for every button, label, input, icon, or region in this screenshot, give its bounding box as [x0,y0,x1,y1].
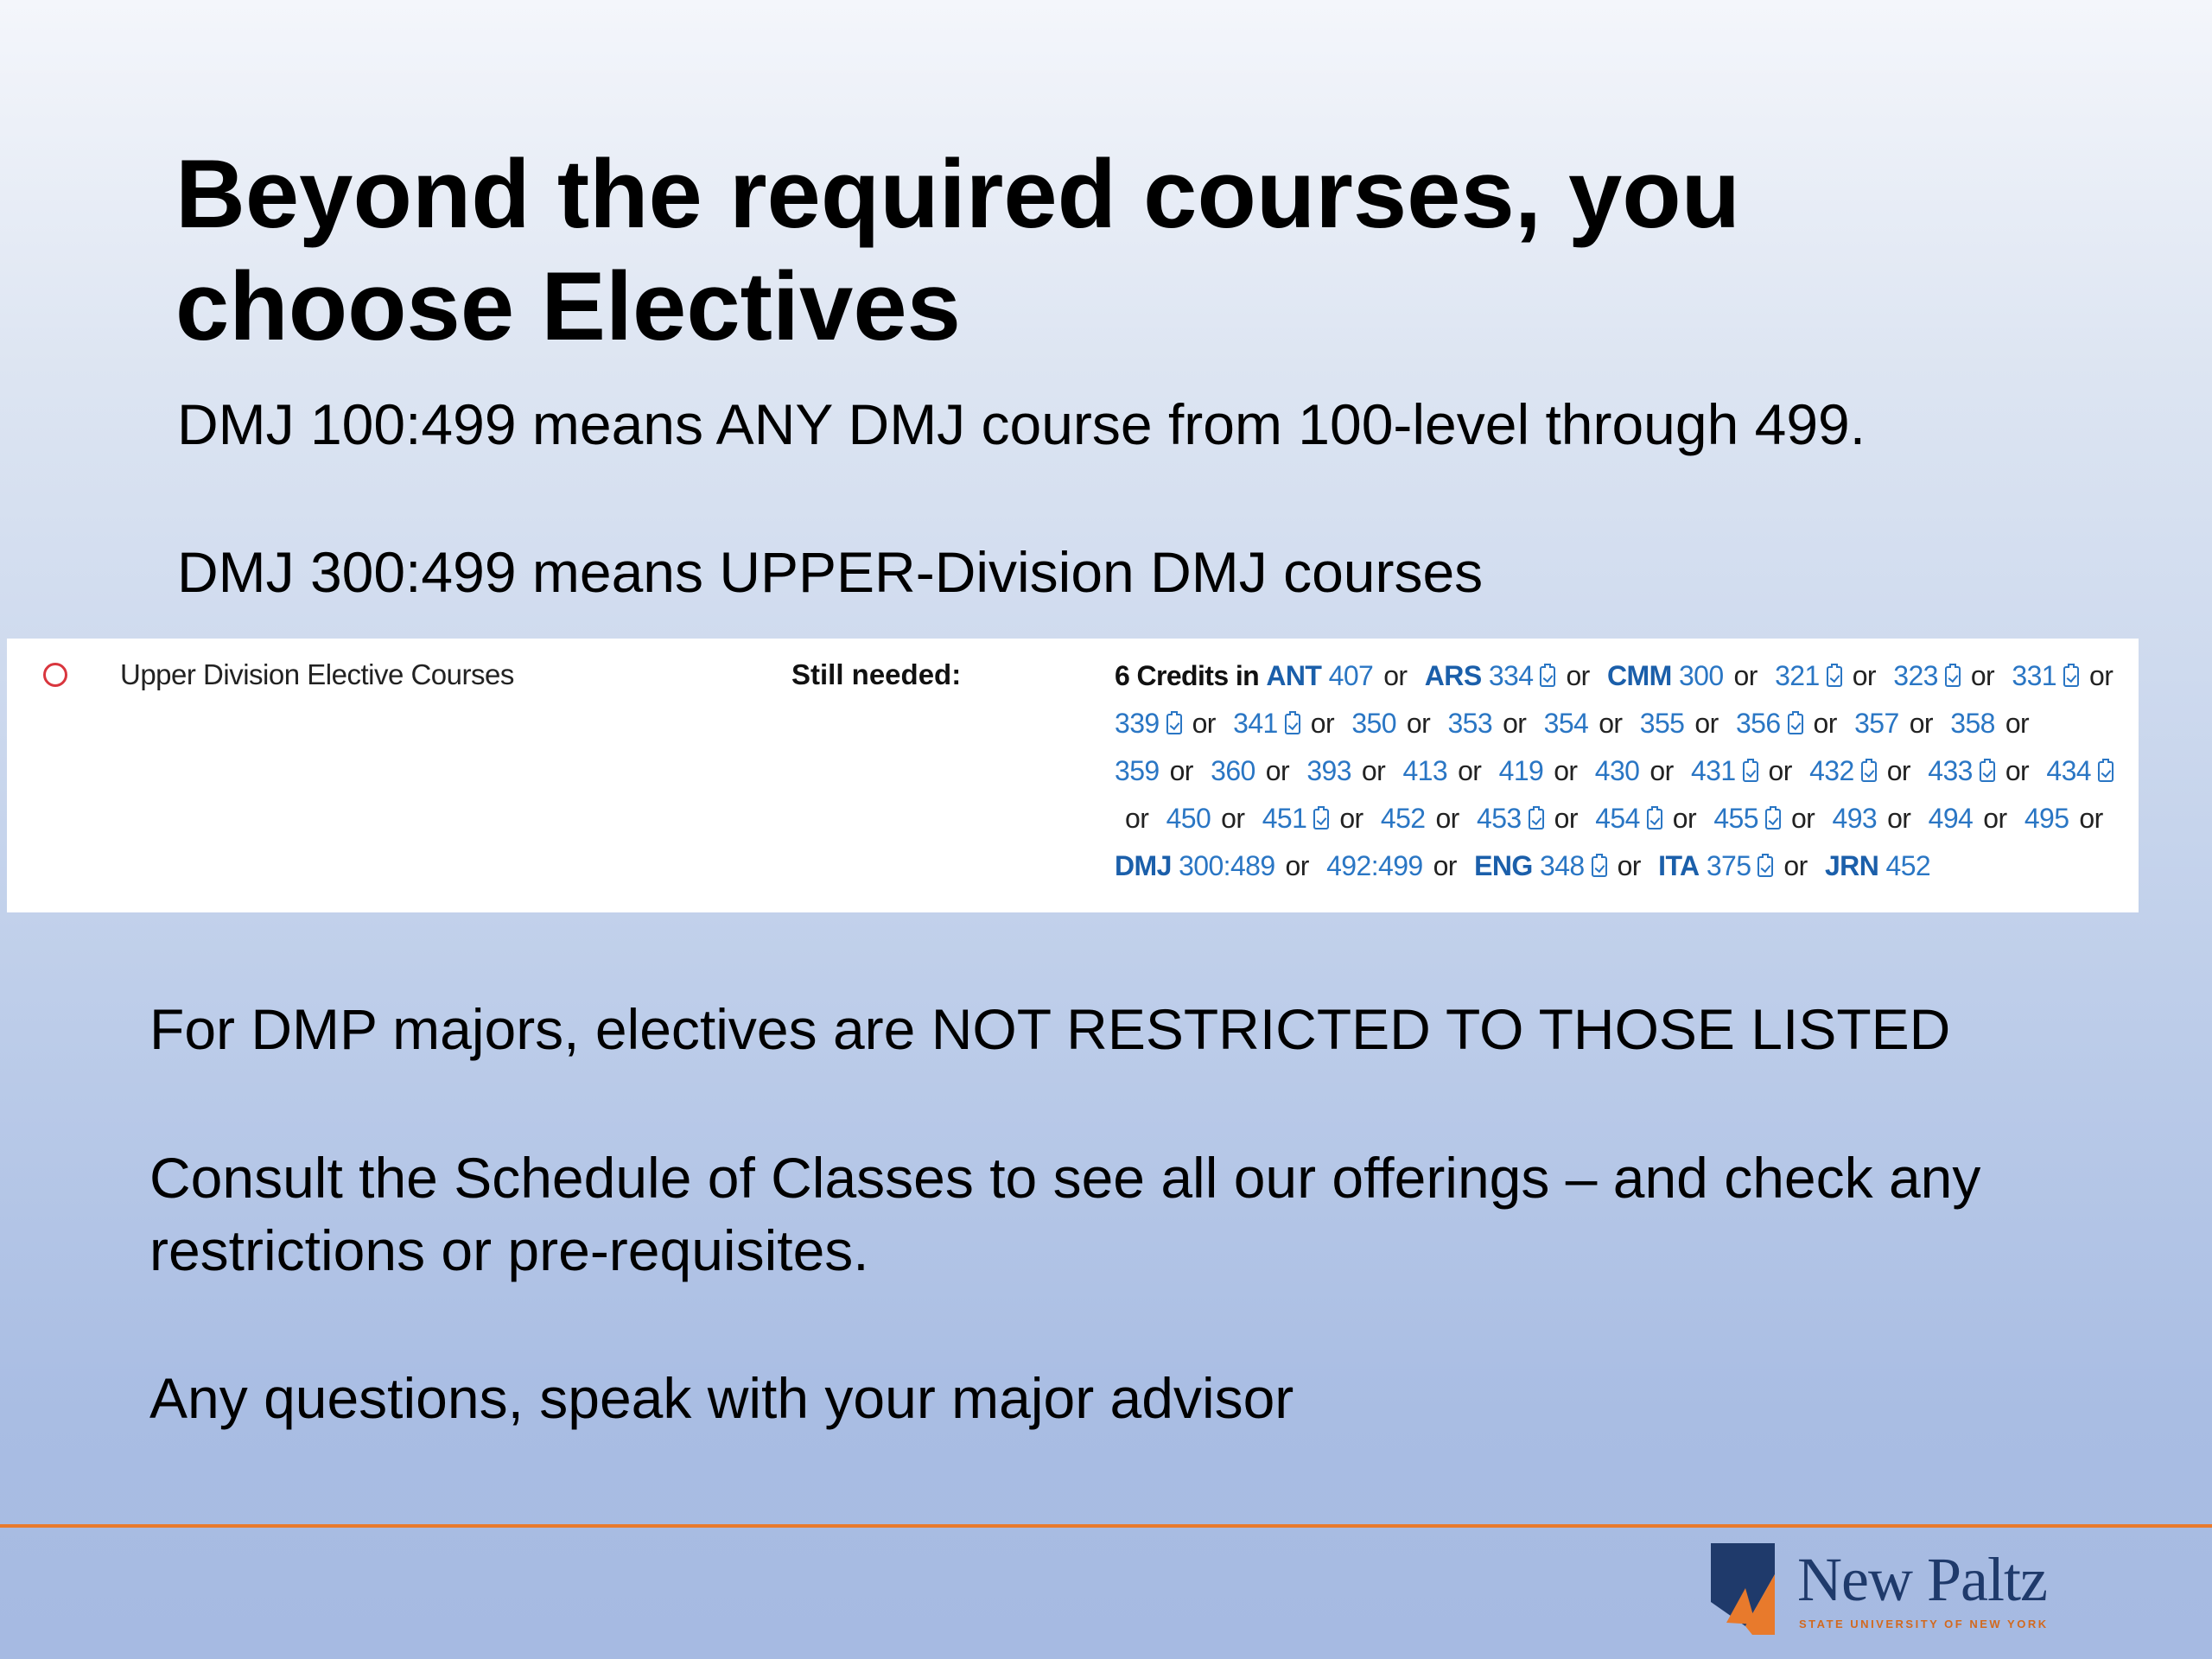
or-separator: or [1970,660,1995,691]
or-separator: or [2089,660,2113,691]
or-separator: or [1617,850,1641,881]
or-separator: or [2005,708,2030,739]
course-number-link[interactable]: 455 [1713,803,1758,834]
or-separator: or [1694,708,1719,739]
course-number-link[interactable]: 393 [1306,755,1351,786]
course-number-link[interactable]: 334 [1488,660,1534,691]
degree-audit-requirement-panel [7,639,2139,912]
or-separator: or [2005,755,2030,786]
dmp-majors-note: For DMP majors, electives are NOT RESTRICTED TO THOSE LISTED [149,997,1951,1061]
or-separator: or [1221,803,1245,834]
or-separator: or [1265,755,1290,786]
or-separator: or [1554,755,1578,786]
or-separator: or [1909,708,1933,739]
or-separator: or [1852,660,1876,691]
or-separator: or [1733,660,1758,691]
clipboard-check-icon[interactable] [1980,761,1995,782]
logo-subtitle: STATE UNIVERSITY OF NEW YORK [1799,1618,2049,1630]
course-number-link[interactable]: 494 [1928,803,1974,834]
clipboard-check-icon[interactable] [1827,666,1842,687]
or-separator: or [2079,803,2103,834]
or-separator: or [1285,850,1309,881]
or-separator: or [1768,755,1792,786]
clipboard-check-icon[interactable] [1166,714,1182,734]
or-separator: or [1383,660,1408,691]
course-subject-link[interactable]: ITA [1658,850,1700,881]
course-number-link[interactable]: 300:489 [1179,850,1275,881]
or-separator: or [1649,755,1674,786]
or-separator: or [1339,803,1363,834]
or-separator: or [1503,708,1527,739]
or-separator: or [1887,803,1911,834]
course-number-link[interactable]: 350 [1351,708,1396,739]
course-number-link[interactable]: 323 [1893,660,1938,691]
course-number-link[interactable]: 431 [1690,755,1736,786]
or-separator: or [1361,755,1386,786]
clipboard-check-icon[interactable] [1743,761,1758,782]
course-number-link[interactable]: 454 [1595,803,1640,834]
course-number-link[interactable]: 354 [1543,708,1589,739]
course-number-link[interactable]: 452 [1885,850,1931,881]
course-number-link[interactable]: 331 [2012,660,2056,691]
or-separator: or [1790,803,1815,834]
clipboard-check-icon[interactable] [1861,761,1877,782]
dmj-100-499-explanation: DMJ 100:499 means ANY DMJ course from 100-level through 499. [177,392,1866,456]
footer-rule [0,1524,2212,1528]
course-number-link[interactable]: 356 [1735,708,1781,739]
clipboard-check-icon[interactable] [1765,809,1781,830]
course-number-link[interactable]: 353 [1447,708,1493,739]
or-separator: or [1783,850,1808,881]
clipboard-check-icon[interactable] [1313,809,1329,830]
course-number-link[interactable]: 407 [1328,660,1374,691]
course-number-link[interactable]: 495 [2024,803,2069,834]
or-separator: or [1672,803,1697,834]
dmj-300-499-explanation: DMJ 300:499 means UPPER-Division DMJ courses [177,540,1484,604]
course-number-link[interactable]: 453 [1477,803,1522,834]
slide-title: Beyond the required courses, you choose Electives [175,140,1741,360]
course-number-link[interactable]: 451 [1262,803,1307,834]
new-paltz-logo [1711,1540,2091,1635]
course-number-link[interactable]: 359 [1115,755,1160,786]
course-options-list [1115,652,2126,890]
course-subject-link[interactable]: ARS [1424,660,1482,691]
course-number-link[interactable]: 493 [1832,803,1878,834]
clipboard-check-icon[interactable] [1540,666,1555,687]
course-number-link[interactable]: 452 [1380,803,1426,834]
clipboard-check-icon[interactable] [1945,666,1961,687]
clipboard-check-icon[interactable] [1592,856,1607,877]
or-separator: or [1813,708,1837,739]
course-subject-link[interactable]: JRN [1824,850,1879,881]
course-number-link[interactable]: 300 [1678,660,1724,691]
course-number-link[interactable]: 360 [1211,755,1255,786]
clipboard-check-icon[interactable] [2063,666,2079,687]
course-number-link[interactable]: 357 [1854,708,1899,739]
or-separator: or [1458,755,1482,786]
course-number-link[interactable]: 450 [1166,803,1211,834]
course-number-link[interactable]: 432 [1809,755,1854,786]
clipboard-check-icon[interactable] [1788,714,1803,734]
or-separator: or [1433,850,1457,881]
schedule-of-classes-note: Consult the Schedule of Classes to see all our offerings – and check any restrictions or pre-requisites. [149,1146,1981,1282]
or-separator: or [1192,708,1216,739]
course-number-link[interactable]: 430 [1594,755,1640,786]
advisor-note: Any questions, speak with your major advisor [149,1366,1294,1430]
or-separator: or [1169,755,1193,786]
course-subject-link[interactable]: CMM [1607,660,1672,691]
logo-name: New Paltz [1797,1545,2047,1614]
new-paltz-logo-mark-icon [1711,1540,1778,1635]
or-separator: or [1599,708,1623,739]
course-subject-link[interactable]: ANT [1266,660,1322,691]
clipboard-check-icon[interactable] [1647,809,1662,830]
still-needed-label: Still needed: [791,658,962,690]
course-number-link[interactable]: 434 [2046,755,2091,786]
course-number-link[interactable]: 492:499 [1326,850,1423,881]
clipboard-check-icon[interactable] [1529,809,1544,830]
or-separator: or [1310,708,1335,739]
course-number-link[interactable]: 348 [1540,850,1585,881]
clipboard-check-icon[interactable] [1285,714,1300,734]
course-number-link[interactable]: 321 [1775,660,1820,691]
course-number-link[interactable]: 339 [1115,708,1160,739]
course-subject-link[interactable]: ENG [1474,850,1533,881]
course-number-link[interactable]: 355 [1639,708,1685,739]
or-separator: or [1554,803,1578,834]
course-number-link[interactable]: 433 [1928,755,1973,786]
course-number-link[interactable]: 358 [1950,708,1995,739]
requirement-name: Upper Division Elective Courses [120,658,514,690]
or-separator: or [1886,755,1910,786]
or-separator: or [1435,803,1459,834]
course-subject-link[interactable]: DMJ [1115,850,1172,881]
course-number-link[interactable]: 375 [1706,850,1751,881]
clipboard-check-icon[interactable] [1758,856,1773,877]
or-separator: or [1566,660,1590,691]
clipboard-check-icon[interactable] [2098,761,2113,782]
course-number-link[interactable]: 413 [1402,755,1448,786]
course-number-link[interactable]: 419 [1498,755,1544,786]
or-separator: or [1406,708,1431,739]
circle-incomplete-icon [43,663,67,687]
or-separator: or [1983,803,2007,834]
course-number-link[interactable]: 341 [1233,708,1278,739]
credits-needed: 6 Credits in [1115,660,1260,691]
or-separator: or [1125,803,1149,834]
